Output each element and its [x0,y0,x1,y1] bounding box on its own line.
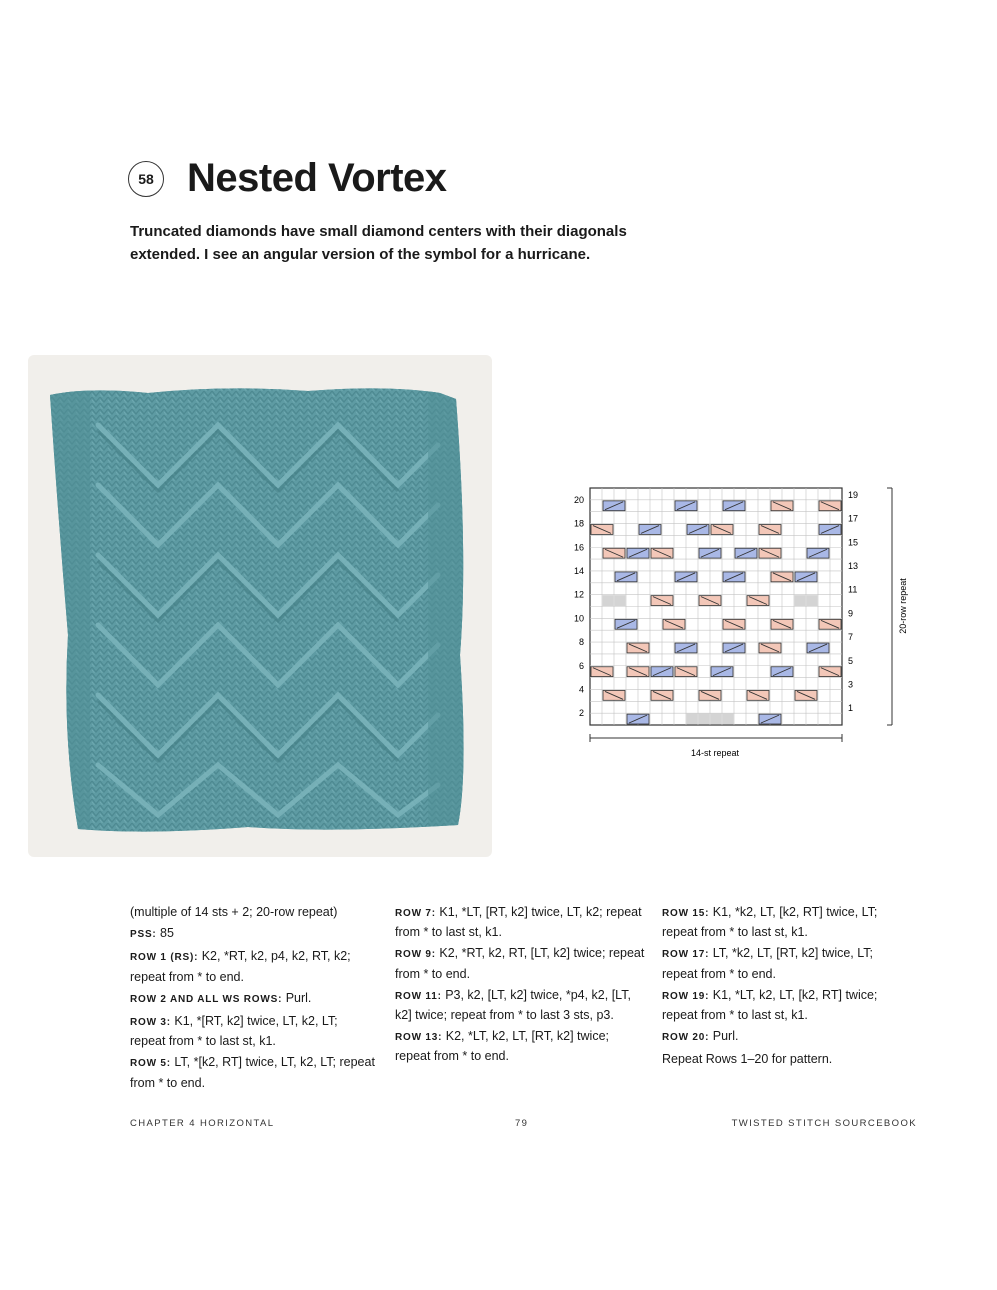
row-label-left: 12 [573,589,584,600]
instruction-row [130,989,375,1009]
instruction-label: PSS: [130,929,157,941]
swatch-photo [28,355,492,857]
row-label-left: 10 [573,613,584,624]
instruction-row [662,944,902,982]
instruction-text: K2, *LT, k2, LT, [RT, k2] twice; repeat from * to end. [395,1029,610,1064]
instruction-row [662,903,902,941]
instruction-label: ROW 11: [395,990,442,1002]
row-label-left: 14 [573,565,584,576]
stitch-chart-svg [540,480,940,770]
row-label-right: 19 [848,489,859,500]
instruction-text: K1, *LT, [RT, k2] twice, LT, k2; repeat from * to last st, k1. [395,905,642,940]
row-label-left: 20 [573,494,584,505]
instruction-text: K1, *LT, k2, LT, [k2, RT] twice; repeat from * to last st, k1. [662,987,878,1023]
no-stitch-cell [723,714,734,725]
knitted-swatch-image [28,355,492,857]
intro-text: Truncated diamonds have small diamond centers with their diagonals extended. I see an angular version of the symbol for a hurricane. [130,223,627,263]
instruction-row [395,944,645,982]
instruction-row [662,1050,902,1068]
page-title: Nested Vortex [187,156,447,200]
stitch-chart [540,480,940,770]
instruction-text: K2, *RT, k2, RT, [LT, k2] twice; repeat from * to end. [395,946,645,981]
no-stitch-cell [603,595,614,606]
instruction-label: ROW 2 AND ALL WS ROWS: [130,993,283,1005]
page-number: 79 [515,1118,529,1129]
instruction-text: Purl. [709,1029,739,1044]
instruction-label: ROW 9: [395,949,436,961]
instruction-text: K1, *[RT, k2] twice, LT, k2, LT; repeat from * to last st, k1. [130,1014,338,1049]
instruction-text: LT, *[k2, RT] twice, LT, k2, LT; repeat from * to end. [130,1055,375,1090]
row-label-right: 13 [848,560,859,571]
instruction-label: ROW 20: [662,1032,710,1044]
instruction-text: Repeat Rows 1–20 for pattern. [662,1052,833,1067]
row-label-right: 9 [848,608,854,619]
instructions-column-3 [662,903,902,1072]
row-label-left: 4 [578,684,584,695]
row-label-left: 2 [578,708,584,719]
row-label-right: 15 [848,537,859,548]
instruction-text: LT, *k2, LT, [RT, k2] twice, LT; repeat from * to end. [662,946,873,981]
row-label-right: 17 [848,513,859,524]
stitch-repeat-label: 14-st repeat [690,748,740,758]
row-label-left: 8 [578,637,584,648]
instruction-row [130,1012,375,1050]
row-label-right: 11 [848,584,858,595]
instruction-row [130,947,375,985]
row-label-left: 18 [573,518,584,529]
instruction-row [130,924,375,944]
instruction-text: K2, *RT, k2, p4, k2, RT, k2; repeat from * to end. [130,949,351,984]
instruction-row [395,986,645,1024]
no-stitch-cell [807,595,818,606]
instruction-label: ROW 13: [395,1032,443,1044]
instruction-label: ROW 7: [395,908,436,919]
row-label-right: 5 [848,655,854,666]
row-label-right: 7 [848,632,854,643]
no-stitch-cell [699,714,710,725]
instructions-column-2 [395,903,645,1069]
row-repeat-label: 20-row repeat [898,578,908,634]
instruction-label: ROW 1 (RS): [130,952,199,964]
instruction-label: ROW 15: [662,908,710,919]
instruction-row [130,1053,375,1091]
instruction-row [130,903,375,921]
instruction-label: ROW 5: [130,1058,171,1070]
instruction-row [395,903,645,941]
pattern-number-badge [128,161,164,197]
instruction-label: ROW 17: [662,949,710,961]
pattern-number: 58 [138,171,154,187]
instruction-text: 85 [156,926,174,941]
no-stitch-cell [615,595,626,606]
instruction-row [662,986,902,1024]
instruction-text: P3, k2, [LT, k2] twice, *p4, k2, [LT, k2] twice; repeat from * to last 3 sts, p3. [395,987,631,1023]
instruction-label: ROW 19: [662,990,710,1002]
row-label-right: 3 [848,679,854,690]
instructions-column-1 [130,903,375,1095]
no-stitch-cell [711,714,722,725]
row-label-right: 1 [848,703,854,714]
instruction-row [395,1027,645,1065]
chapter-label: CHAPTER 4 HORIZONTAL [130,1118,275,1129]
row-label-left: 16 [573,542,584,553]
row-label-left: 6 [578,660,584,671]
instruction-text: Purl. [282,990,312,1005]
instruction-row [662,1027,902,1047]
instruction-label: ROW 3: [130,1017,171,1029]
book-title: TWISTED STITCH SOURCEBOOK [731,1118,917,1129]
no-stitch-cell [687,714,698,725]
instruction-text: K1, *k2, LT, [k2, RT] twice, LT; repeat from * to last st, k1. [662,905,878,940]
instruction-text: (multiple of 14 sts + 2; 20-row repeat) [130,905,338,919]
no-stitch-cell [795,595,806,606]
